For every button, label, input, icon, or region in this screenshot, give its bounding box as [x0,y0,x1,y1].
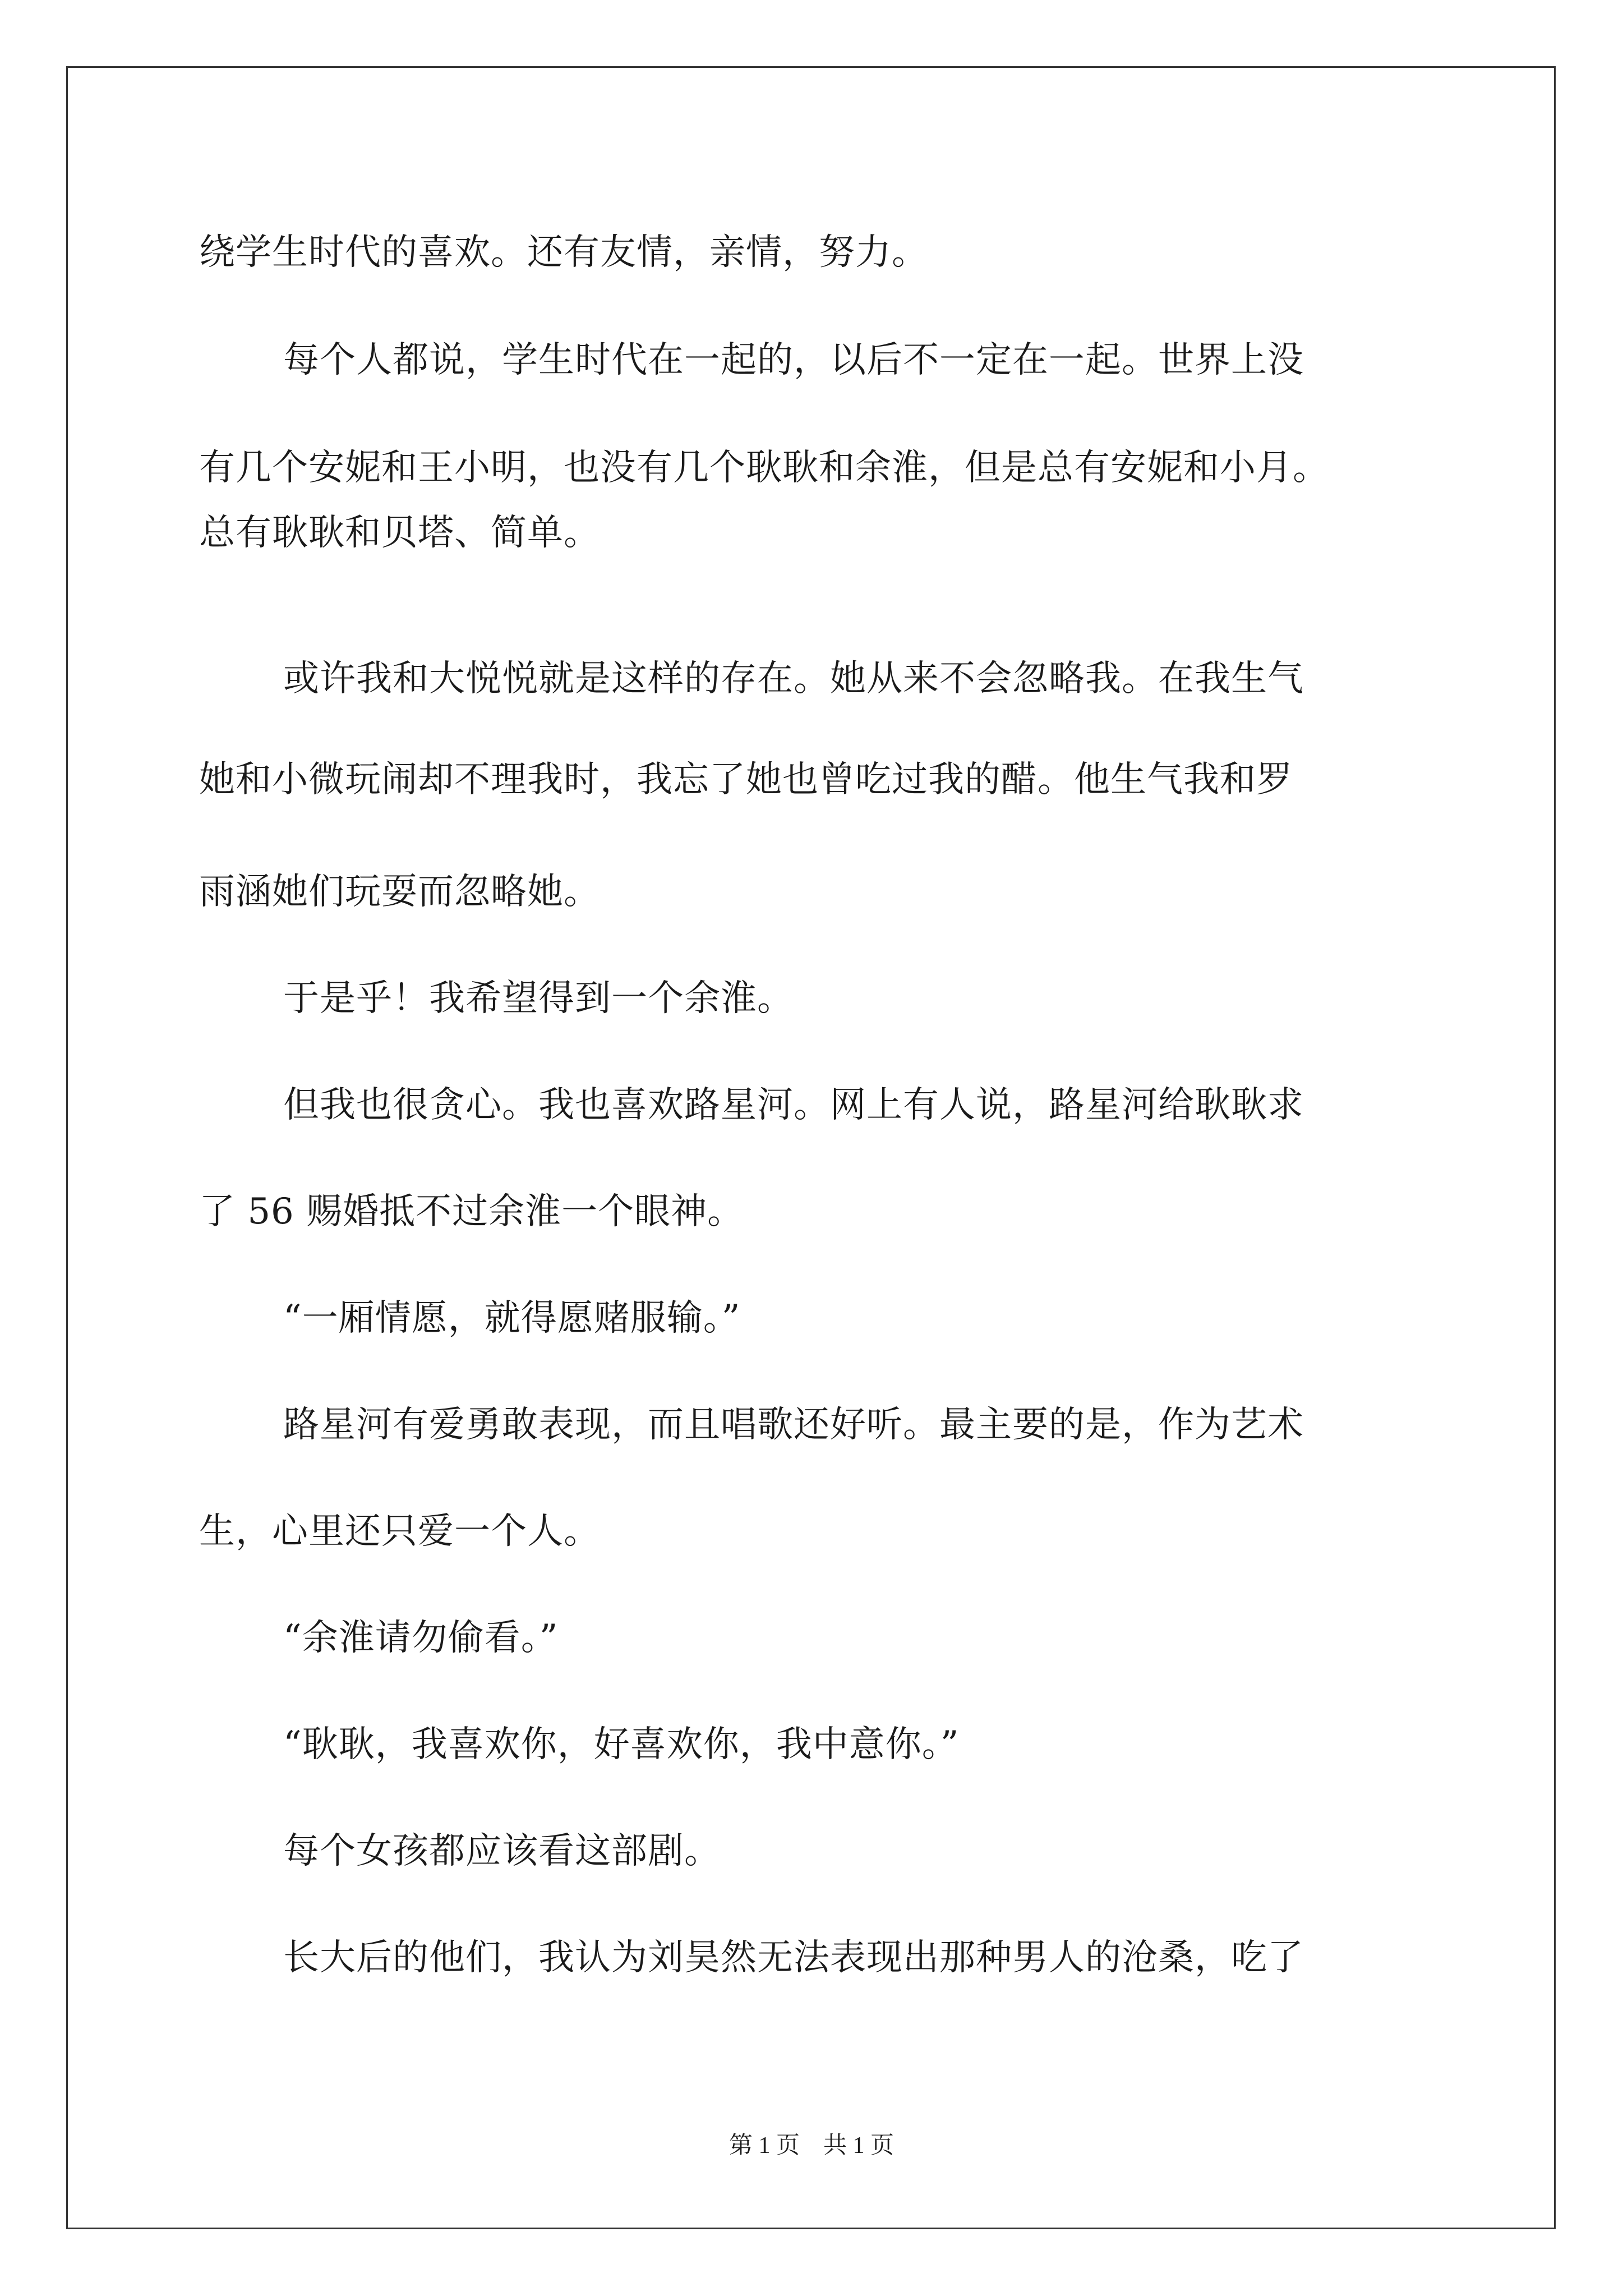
text-line: 或许我和大悦悦就是这样的存在。她从来不会忽略我。在我生气 [283,658,1304,700]
text-line: 生，心里还只爱一个人。 [199,1511,600,1552]
text-line: “耿耿，我喜欢你，好喜欢你，我中意你。” [283,1724,960,1765]
text-line: 有几个安妮和王小明，也没有几个耿耿和余淮，但是总有安妮和小月。 [199,447,1329,489]
text-line: 雨涵她们玩耍而忽略她。 [199,871,600,913]
text-line: “一厢情愿，就得愿赌服输。” [283,1297,741,1339]
page-number-footer: 第 1 页 共 1 页 [728,2133,894,2159]
text-line: 长大后的他们，我认为刘昊然无法表现出那种男人的沧桑，吃了 [283,1937,1304,1978]
text-line: 每个女孩都应该看这部剧。 [283,1830,721,1872]
text-line: 路星河有爱勇敢表现，而且唱歌还好听。最主要的是，作为艺术 [283,1404,1304,1446]
text-line: 但我也很贪心。我也喜欢路星河。网上有人说，路星河给耿耿求 [283,1084,1304,1126]
text-line: 总有耿耿和贝塔、简单。 [199,512,600,554]
text-line: 绕学生时代的喜欢。还有友情，亲情，努力。 [199,232,928,273]
text-line: 她和小微玩闹却不理我时，我忘了她也曾吃过我的醋。他生气我和罗 [199,759,1293,800]
text-line: 了 56 赐婚抵不过余淮一个眼神。 [199,1191,744,1232]
text-line: 每个人都说，学生时代在一起的，以后不一定在一起。世界上没 [283,339,1304,381]
page-border [66,66,1556,2229]
text-line: “余淮请勿偷看。” [283,1617,559,1659]
text-line: 于是乎！我希望得到一个余淮。 [283,978,794,1019]
